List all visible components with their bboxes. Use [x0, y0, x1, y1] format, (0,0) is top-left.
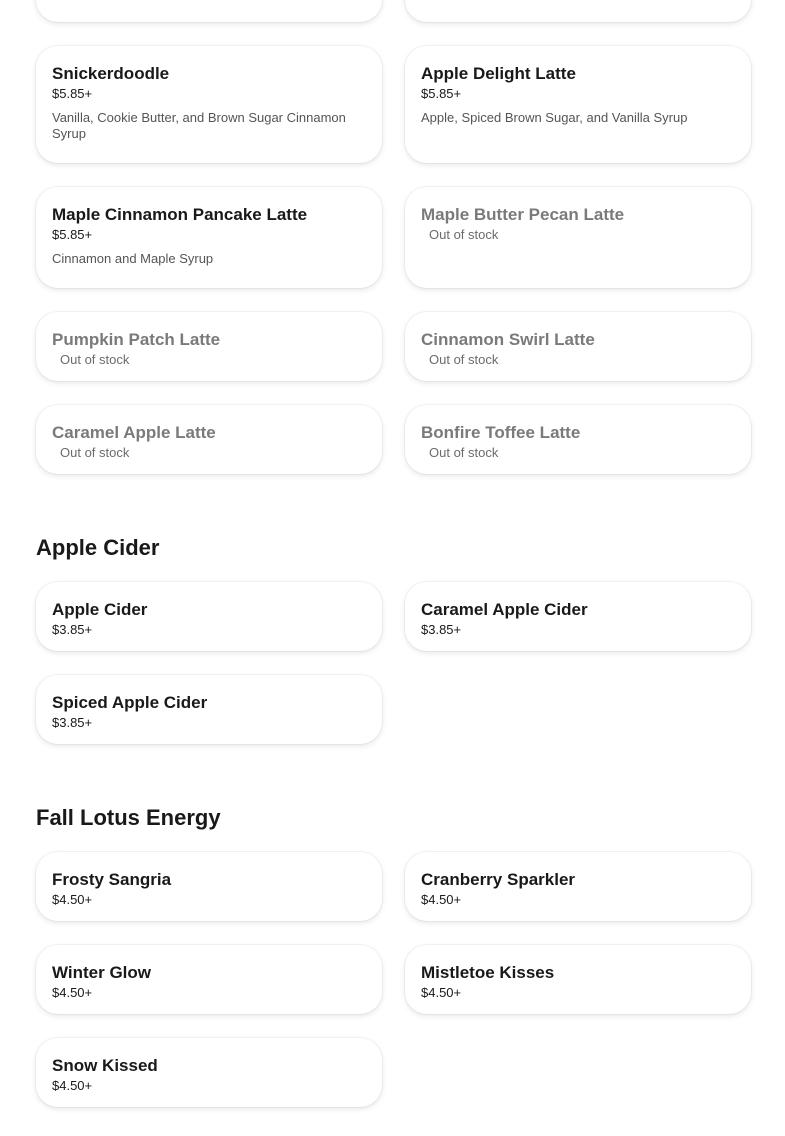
- menu-item-card[interactable]: [36, 852, 382, 921]
- menu-item-card[interactable]: [36, 1038, 382, 1107]
- out-of-stock-label: Out of stock: [429, 352, 499, 367]
- menu-item-card-out-of-stock[interactable]: [405, 312, 751, 381]
- menu-item-card-out-of-stock[interactable]: [405, 187, 751, 288]
- menu-item-card[interactable]: [405, 46, 751, 163]
- menu-item-card[interactable]: [405, 582, 751, 651]
- item-price: $3.85+: [421, 622, 462, 637]
- out-of-stock-label: Out of stock: [60, 445, 130, 460]
- item-name: Winter Glow: [52, 963, 152, 982]
- item-name: Snow Kissed: [52, 1056, 158, 1075]
- menu-item-card-out-of-stock[interactable]: [405, 405, 751, 474]
- item-name: Bonfire Toffee Latte: [421, 423, 581, 442]
- item-name: Apple Cider: [52, 600, 148, 619]
- menu-item-card[interactable]: [36, 46, 382, 163]
- section-title-fall-lotus-energy: Fall Lotus Energy: [36, 805, 221, 830]
- item-name: Spiced Apple Cider: [52, 693, 208, 712]
- item-name: Caramel Apple Latte: [52, 423, 216, 442]
- menu-item-card[interactable]: [36, 187, 382, 288]
- item-price: $3.85+: [52, 622, 93, 637]
- item-description: Cinnamon and Maple Syrup: [52, 251, 214, 266]
- menu-item-card[interactable]: [36, 945, 382, 1014]
- item-price: $4.50+: [421, 892, 462, 907]
- item-description: Vanilla, Cookie Butter, and Brown Sugar Cinnamon Syrup: [52, 110, 346, 141]
- menu-item-card[interactable]: [36, 582, 382, 651]
- menu-item-card[interactable]: [405, 0, 751, 22]
- section-title-apple-cider: Apple Cider: [36, 535, 160, 560]
- item-name: Apple Delight Latte: [421, 64, 576, 83]
- item-name: Mistletoe Kisses: [421, 963, 555, 982]
- item-name: Cranberry Sparkler: [421, 870, 576, 889]
- item-price: $3.85+: [52, 715, 93, 730]
- menu-item-card[interactable]: [405, 945, 751, 1014]
- out-of-stock-label: Out of stock: [60, 352, 130, 367]
- item-price: $4.50+: [421, 985, 462, 1000]
- item-name: Maple Butter Pecan Latte: [421, 205, 625, 224]
- item-name: Frosty Sangria: [52, 870, 172, 889]
- item-price: $4.50+: [52, 985, 93, 1000]
- item-name: Maple Cinnamon Pancake Latte: [52, 205, 308, 224]
- menu-item-card-out-of-stock[interactable]: [36, 405, 382, 474]
- item-name: Snickerdoodle: [52, 64, 170, 83]
- menu-item-card-out-of-stock[interactable]: [36, 312, 382, 381]
- menu-item-card[interactable]: [405, 852, 751, 921]
- out-of-stock-label: Out of stock: [429, 227, 499, 242]
- out-of-stock-label: Out of stock: [429, 445, 499, 460]
- item-name: Caramel Apple Cider: [421, 600, 588, 619]
- item-price: $4.50+: [52, 892, 93, 907]
- item-description: Apple, Spiced Brown Sugar, and Vanilla Syrup: [421, 110, 688, 125]
- item-price: $4.50+: [52, 1078, 93, 1093]
- item-name: Pumpkin Patch Latte: [52, 330, 221, 349]
- item-price: $5.85+: [421, 86, 462, 101]
- menu-item-card[interactable]: [36, 675, 382, 744]
- item-name: Cinnamon Swirl Latte: [421, 330, 595, 349]
- item-price: $5.85+: [52, 86, 93, 101]
- item-price: $5.85+: [52, 227, 93, 242]
- menu-item-card[interactable]: [36, 0, 382, 22]
